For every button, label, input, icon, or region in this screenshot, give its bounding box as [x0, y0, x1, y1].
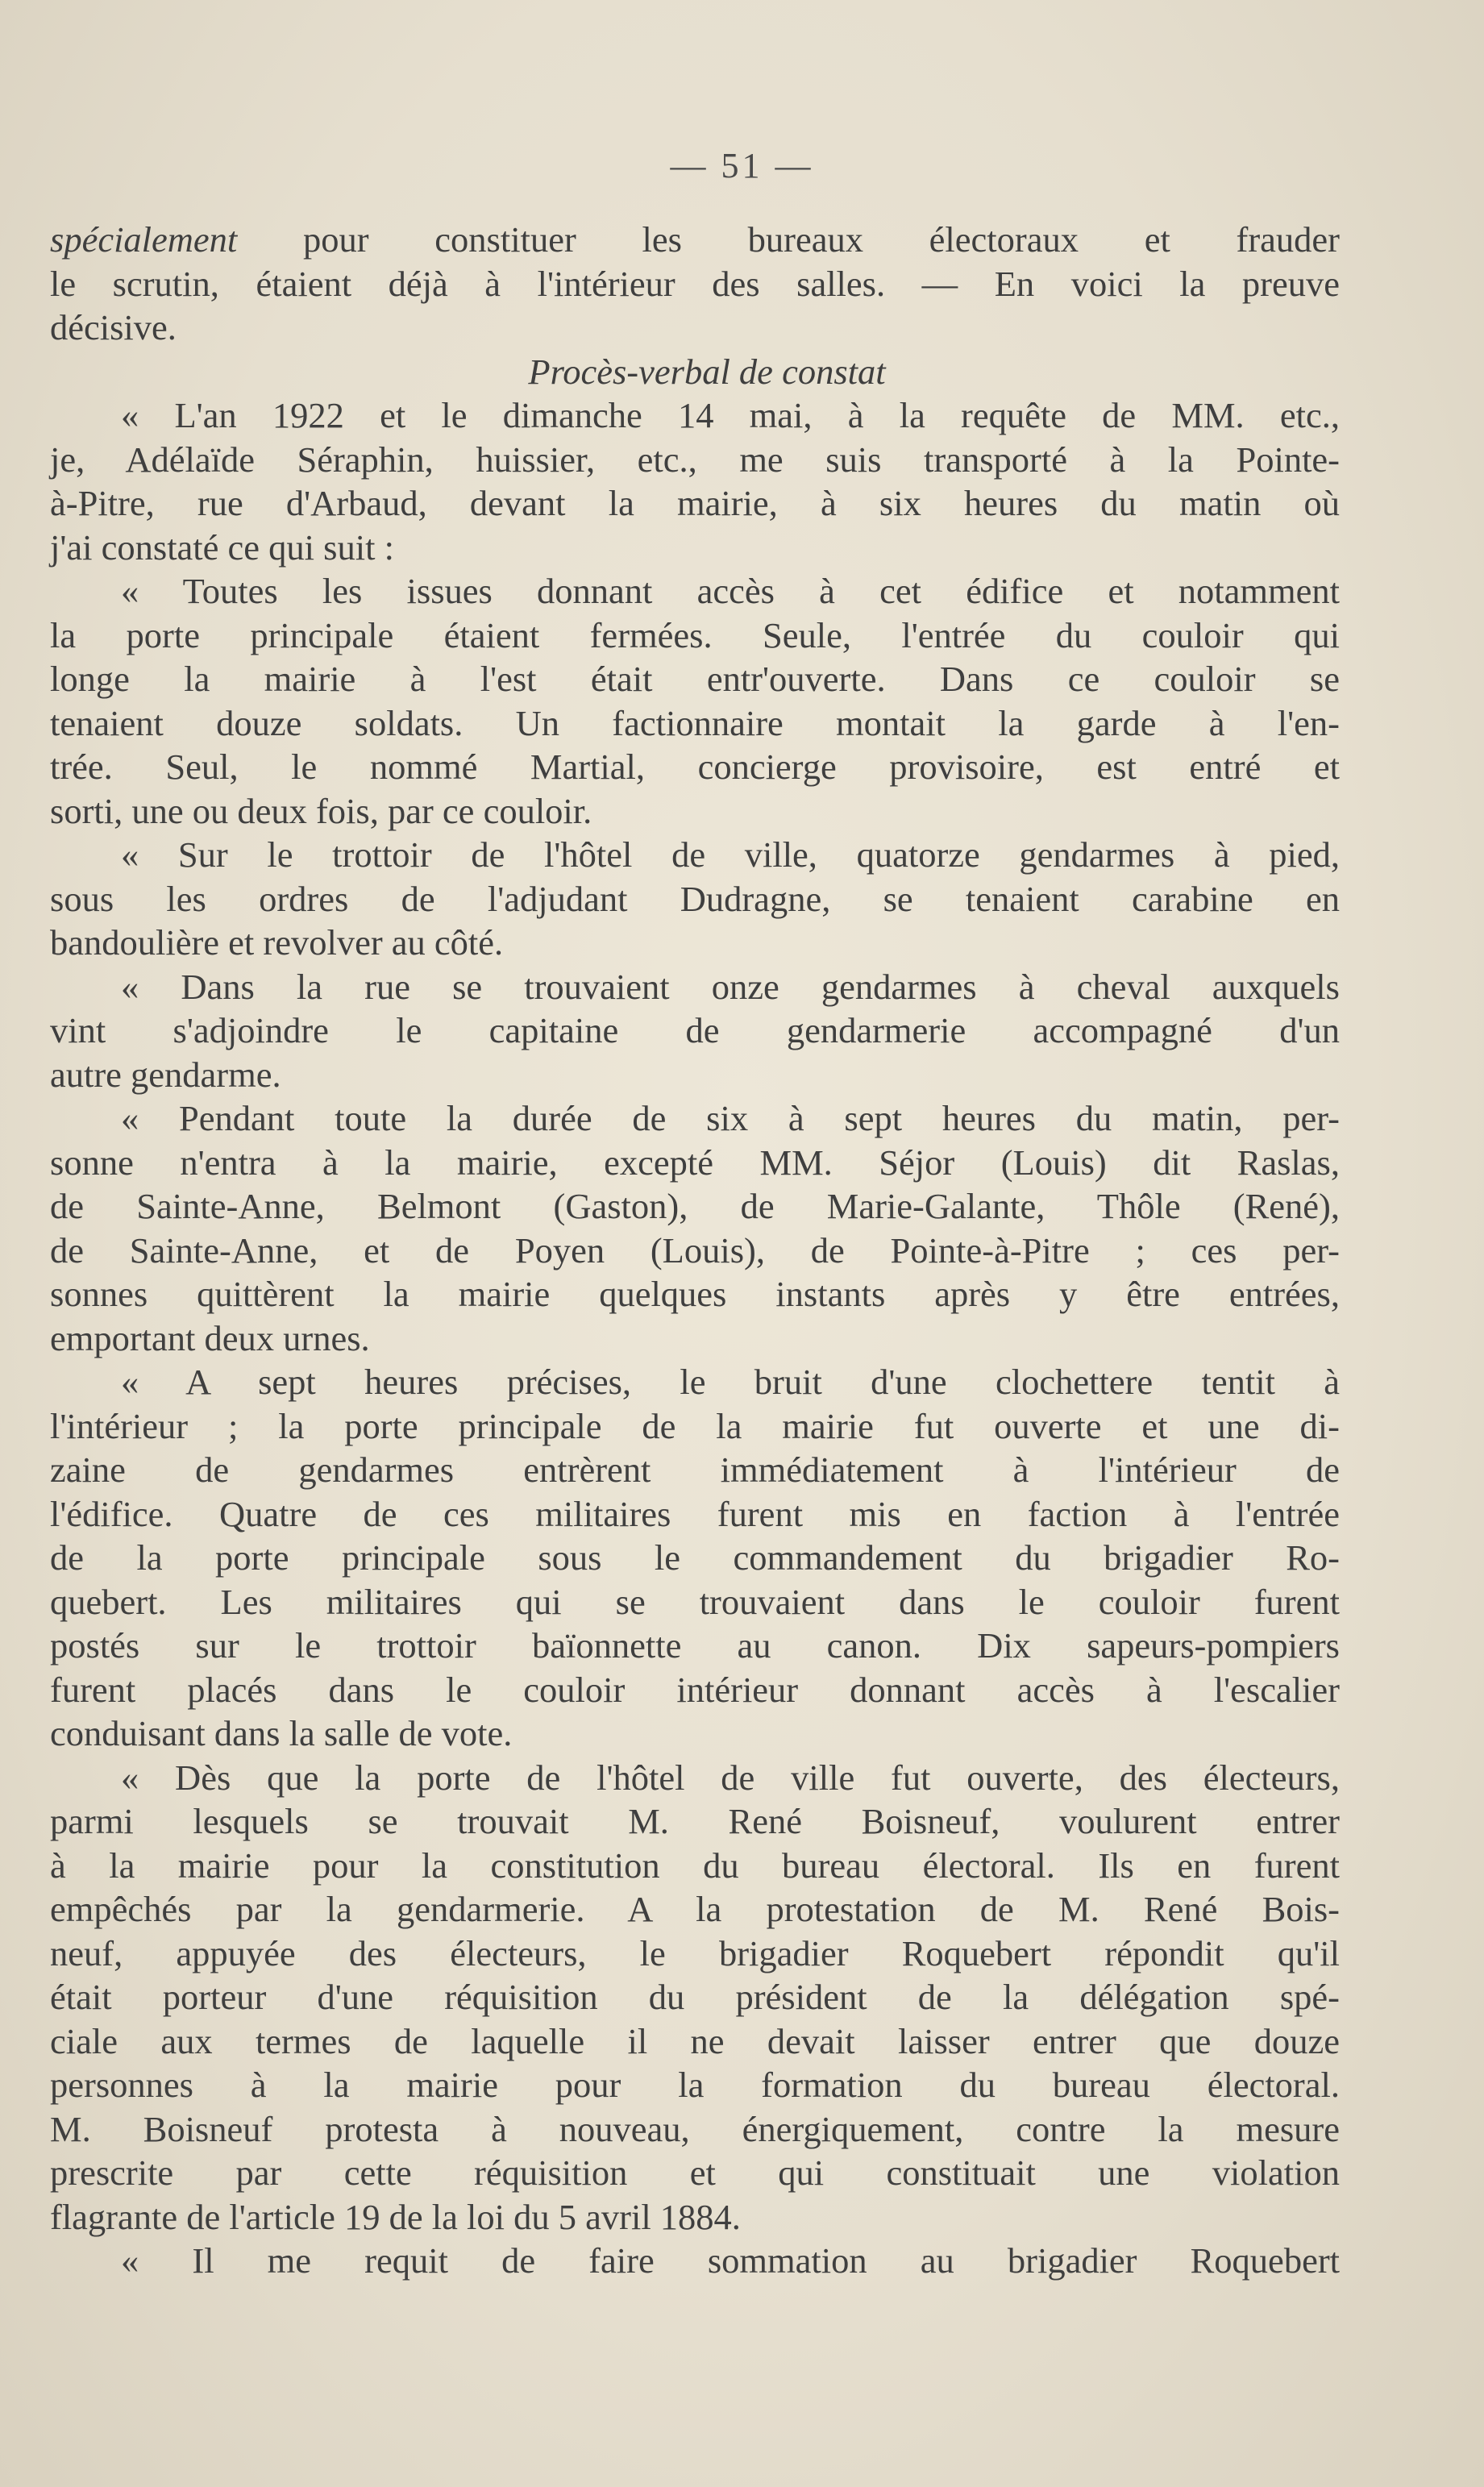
- text-line: j'ai constaté ce qui suit :: [50, 526, 394, 568]
- text-line: sorti, une ou deux fois, par ce couloir.: [50, 790, 592, 831]
- text-line: « Il me requit de faire sommation au brigadier Roquebert: [121, 2240, 1340, 2281]
- text-line: personnes à la mairie pour la formation du bureau électoral.: [50, 2065, 1340, 2105]
- section-heading: Procès-verbal de constat: [528, 351, 886, 392]
- text-line: l'intérieur ; la porte principale de la mairie fut ouverte et une di-: [50, 1405, 1340, 1446]
- text-line: de Sainte-Anne, Belmont (Gaston), de Marie-Galante, Thôle (René),: [50, 1186, 1340, 1226]
- text-line: de Sainte-Anne, et de Poyen (Louis), de Pointe-à-Pitre ; ces per-: [50, 1229, 1340, 1271]
- text-line: postés sur le trottoir baïonnette au canon. Dix sapeurs-pompiers: [50, 1625, 1340, 1666]
- text-line: à la mairie pour la constitution du bureau électoral. Ils en furent: [50, 1844, 1340, 1886]
- text-line: « Pendant toute la durée de six à sept heures du matin, per-: [121, 1098, 1340, 1138]
- text-line: sous les ordres de l'adjudant Dudragne, se tenaient carabine en: [50, 878, 1340, 919]
- text-line: autre gendarme.: [50, 1054, 281, 1095]
- text-line: bandoulière et revolver au côté.: [50, 922, 504, 963]
- text-line: longe la mairie à l'est était entr'ouverte. Dans ce couloir se: [50, 659, 1340, 699]
- text-line: quebert. Les militaires qui se trouvaient dans le couloir furent: [50, 1581, 1340, 1622]
- text-line: l'édifice. Quatre de ces militaires furent mis en faction à l'entrée: [50, 1493, 1340, 1534]
- body-text: [50, 218, 1340, 2283]
- text-line: sonne n'entra à la mairie, excepté MM. Séjor (Louis) dit Raslas,: [50, 1142, 1340, 1183]
- text-line: « A sept heures précises, le bruit d'une clochettere tentit à: [121, 1362, 1340, 1402]
- text-line: vint s'adjoindre le capitaine de gendarmerie accompagné d'un: [50, 1010, 1340, 1050]
- text-line: empêchés par la gendarmerie. A la protestation de M. René Bois-: [50, 1889, 1340, 1929]
- text-line: neuf, appuyée des électeurs, le brigadier Roquebert répondit qu'il: [50, 1932, 1340, 1973]
- text-line: conduisant dans la salle de vote.: [50, 1713, 513, 1753]
- emphasized-word: spécialement: [50, 219, 238, 260]
- text-line: parmi lesquels se trouvait M. René Boisneuf, voulurent entrer: [50, 1801, 1340, 1841]
- text-line: « L'an 1922 et le dimanche 14 mai, à la requête de MM. etc.,: [121, 395, 1340, 435]
- text-line: flagrante de l'article 19 de la loi du 5 avril 1884.: [50, 2196, 741, 2237]
- text-line: emportant deux urnes.: [50, 1317, 370, 1358]
- text-line: je, Adélaïde Séraphin, huissier, etc., me suis transporté à la Pointe-: [50, 439, 1340, 480]
- text-line: furent placés dans le couloir intérieur donnant accès à l'escalier: [50, 1669, 1340, 1710]
- text-line: zaine de gendarmes entrèrent immédiatement à l'intérieur de: [50, 1449, 1340, 1490]
- text-line: tenaient douze soldats. Un factionnaire montait la garde à l'en-: [50, 702, 1340, 743]
- text-line: était porteur d'une réquisition du président de la délégation spé-: [50, 1977, 1340, 2017]
- text-line: de la porte principale sous le commandement du brigadier Ro-: [50, 1537, 1340, 1578]
- page-number: — 51 —: [670, 146, 814, 185]
- text-line: trée. Seul, le nommé Martial, concierge provisoire, est entré et: [50, 747, 1340, 787]
- text-line: la porte principale étaient fermées. Seule, l'entrée du couloir qui: [50, 614, 1340, 655]
- text-line: M. Boisneuf protesta à nouveau, énergiquement, contre la mesure: [50, 2108, 1340, 2149]
- text-line: ciale aux termes de laquelle il ne devait laisser entrer que douze: [50, 2020, 1340, 2061]
- text-line: « Dès que la porte de l'hôtel de ville fut ouverte, des électeurs,: [121, 1757, 1340, 1798]
- text-line: « Dans la rue se trouvaient onze gendarmes à cheval auxquels: [121, 966, 1340, 1007]
- text-line: sonnes quittèrent la mairie quelques instants après y être entrées,: [50, 1274, 1340, 1314]
- text-line: prescrite par cette réquisition et qui constituait une violation: [50, 2152, 1340, 2193]
- text-line: « Toutes les issues donnant accès à cet édifice et notamment: [121, 571, 1340, 611]
- text-line: « Sur le trottoir de l'hôtel de ville, quatorze gendarmes à pied,: [121, 834, 1340, 875]
- text-line: à-Pitre, rue d'Arbaud, devant la mairie, à six heures du matin où: [50, 483, 1340, 523]
- text-line: décisive.: [50, 307, 177, 347]
- text-line: spécialement pour constituer les bureaux électoraux et frauder: [50, 219, 1340, 260]
- text-line: le scrutin, étaient déjà à l'intérieur des salles. — En voici la preuve: [50, 263, 1340, 304]
